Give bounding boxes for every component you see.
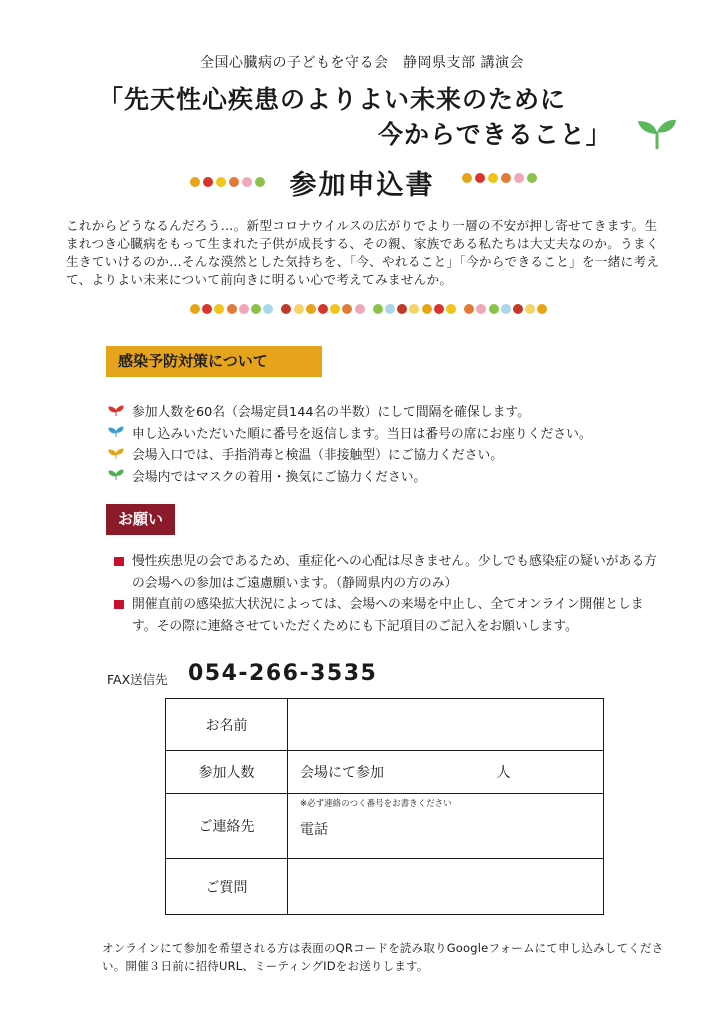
decorative-dot	[239, 304, 249, 314]
sprout-icon	[108, 405, 124, 417]
decorative-dot	[318, 304, 328, 314]
decorative-dot	[514, 173, 524, 183]
list-item-text: 申し込みいただいた順に番号を返信します。当日は番号の席にお座りください。	[132, 426, 592, 442]
list-item	[114, 594, 664, 637]
bullet-square-icon	[114, 557, 124, 566]
decorative-dot	[214, 304, 224, 314]
list-item-text: 会場内ではマスクの着用・換気にご協力ください。	[132, 469, 427, 485]
decorative-dots-divider	[190, 304, 540, 316]
list-item-text: 慢性疾患児の会であるため、重症化への心配は尽きません。少しでも感染症の疑いがある方の会場への参加はご遠慮願います。（静岡県内の方のみ）	[132, 554, 657, 591]
contact-label: ご連絡先	[166, 794, 288, 859]
decorative-dot	[513, 304, 523, 314]
decorative-dot	[489, 304, 499, 314]
list-item	[108, 465, 592, 487]
decorative-dot	[446, 304, 456, 314]
sprout-icon	[108, 469, 124, 481]
sprout-icon	[636, 117, 678, 149]
sprout-icon	[108, 448, 124, 460]
request-list	[114, 551, 664, 637]
decorative-dot	[476, 304, 486, 314]
decorative-dot	[501, 173, 511, 183]
decorative-dot	[306, 304, 316, 314]
decorative-dot	[263, 304, 273, 314]
count-label: 参加人数	[166, 751, 288, 794]
count-venue-text: 会場にて参加	[300, 765, 384, 781]
decorative-dot	[397, 304, 407, 314]
table-row	[166, 794, 604, 859]
decorative-dots-right	[462, 173, 542, 185]
decorative-dot	[501, 304, 511, 314]
list-item-text: 会場入口では、手指消毒と検温（非接触型）にご協力ください。	[132, 448, 504, 464]
list-item	[108, 400, 592, 422]
decorative-dot	[355, 304, 365, 314]
decorative-dot	[464, 304, 474, 314]
decorative-dot	[202, 304, 212, 314]
decorative-dot	[462, 173, 472, 183]
decorative-dot	[330, 304, 340, 314]
online-note: オンラインにて参加を希望される方は表面のQRコードを読み取りGoogleフォームにて申し込みしてください。開催３日前に招待URL、ミーティングIDをお送りします。	[102, 941, 664, 973]
infection-heading: 感染予防対策について	[106, 346, 322, 377]
sprout-icon	[108, 426, 124, 438]
name-field[interactable]	[288, 699, 604, 751]
decorative-dot	[281, 304, 291, 314]
decorative-dot	[434, 304, 444, 314]
table-row	[166, 699, 604, 751]
table-row	[166, 859, 604, 915]
decorative-dot	[373, 304, 383, 314]
list-item	[108, 443, 592, 465]
contact-phone-label: 電話	[300, 822, 328, 838]
event-title-line-1: 「先天性心疾患のよりよい未来のために	[98, 85, 567, 114]
decorative-dot	[475, 173, 485, 183]
count-unit: 人	[496, 765, 511, 781]
fax-number: 054-266-3535	[188, 661, 378, 686]
decorative-dot	[342, 304, 352, 314]
intro-paragraph: これからどうなるんだろう…。新型コロナウイルスの広がりでより一層の不安が押し寄せてきます。生まれつき心臓病をもって生まれた子供が成長する、その親、家族である私たちは大丈夫なのか。うまく生きていけるのか…そんな漠然とした気持ちを、「今、やれること」「今からできること」を一緒に考えて、よりよい未来について前向きに明るい心で考えてみませんか。	[66, 218, 660, 287]
question-label: ご質問	[166, 859, 288, 915]
name-label: お名前	[166, 699, 288, 751]
fax-label: FAX送信先	[107, 672, 168, 687]
contact-field[interactable]	[288, 794, 604, 859]
decorative-dot	[385, 304, 395, 314]
request-heading: お願い	[106, 504, 175, 535]
decorative-dot	[488, 173, 498, 183]
organization-line: 全国心臓病の子どもを守る会 静岡県支部 講演会	[200, 55, 524, 71]
decorative-dot	[422, 304, 432, 314]
decorative-dot	[409, 304, 419, 314]
form-title: 参加申込書	[289, 170, 435, 201]
decorative-dot	[525, 304, 535, 314]
decorative-dot	[294, 304, 304, 314]
list-item	[114, 551, 664, 594]
decorative-dot	[527, 173, 537, 183]
decorative-dot	[537, 304, 547, 314]
question-field[interactable]	[288, 859, 604, 915]
infection-list	[108, 400, 592, 486]
application-form-table	[165, 698, 604, 915]
count-field[interactable]	[288, 751, 604, 794]
bullet-square-icon	[114, 600, 124, 609]
table-row	[166, 751, 604, 794]
list-item-text: 開催直前の感染拡大状況によっては、会場への来場を中止し、全てオンライン開催とします。その際に連絡させていただくためにも下記項目のご記入をお願いします。	[132, 597, 644, 634]
list-item-text: 参加人数を60名（会場定員144名の半数）にして間隔を確保します。	[132, 405, 530, 421]
decorative-dot	[227, 304, 237, 314]
decorative-dot	[251, 304, 261, 314]
decorative-dot	[190, 304, 200, 314]
contact-note: ※必ず連絡のつく番号をお書きください	[300, 799, 452, 809]
event-title-line-2: 今からできること」	[378, 120, 612, 149]
list-item	[108, 422, 592, 444]
